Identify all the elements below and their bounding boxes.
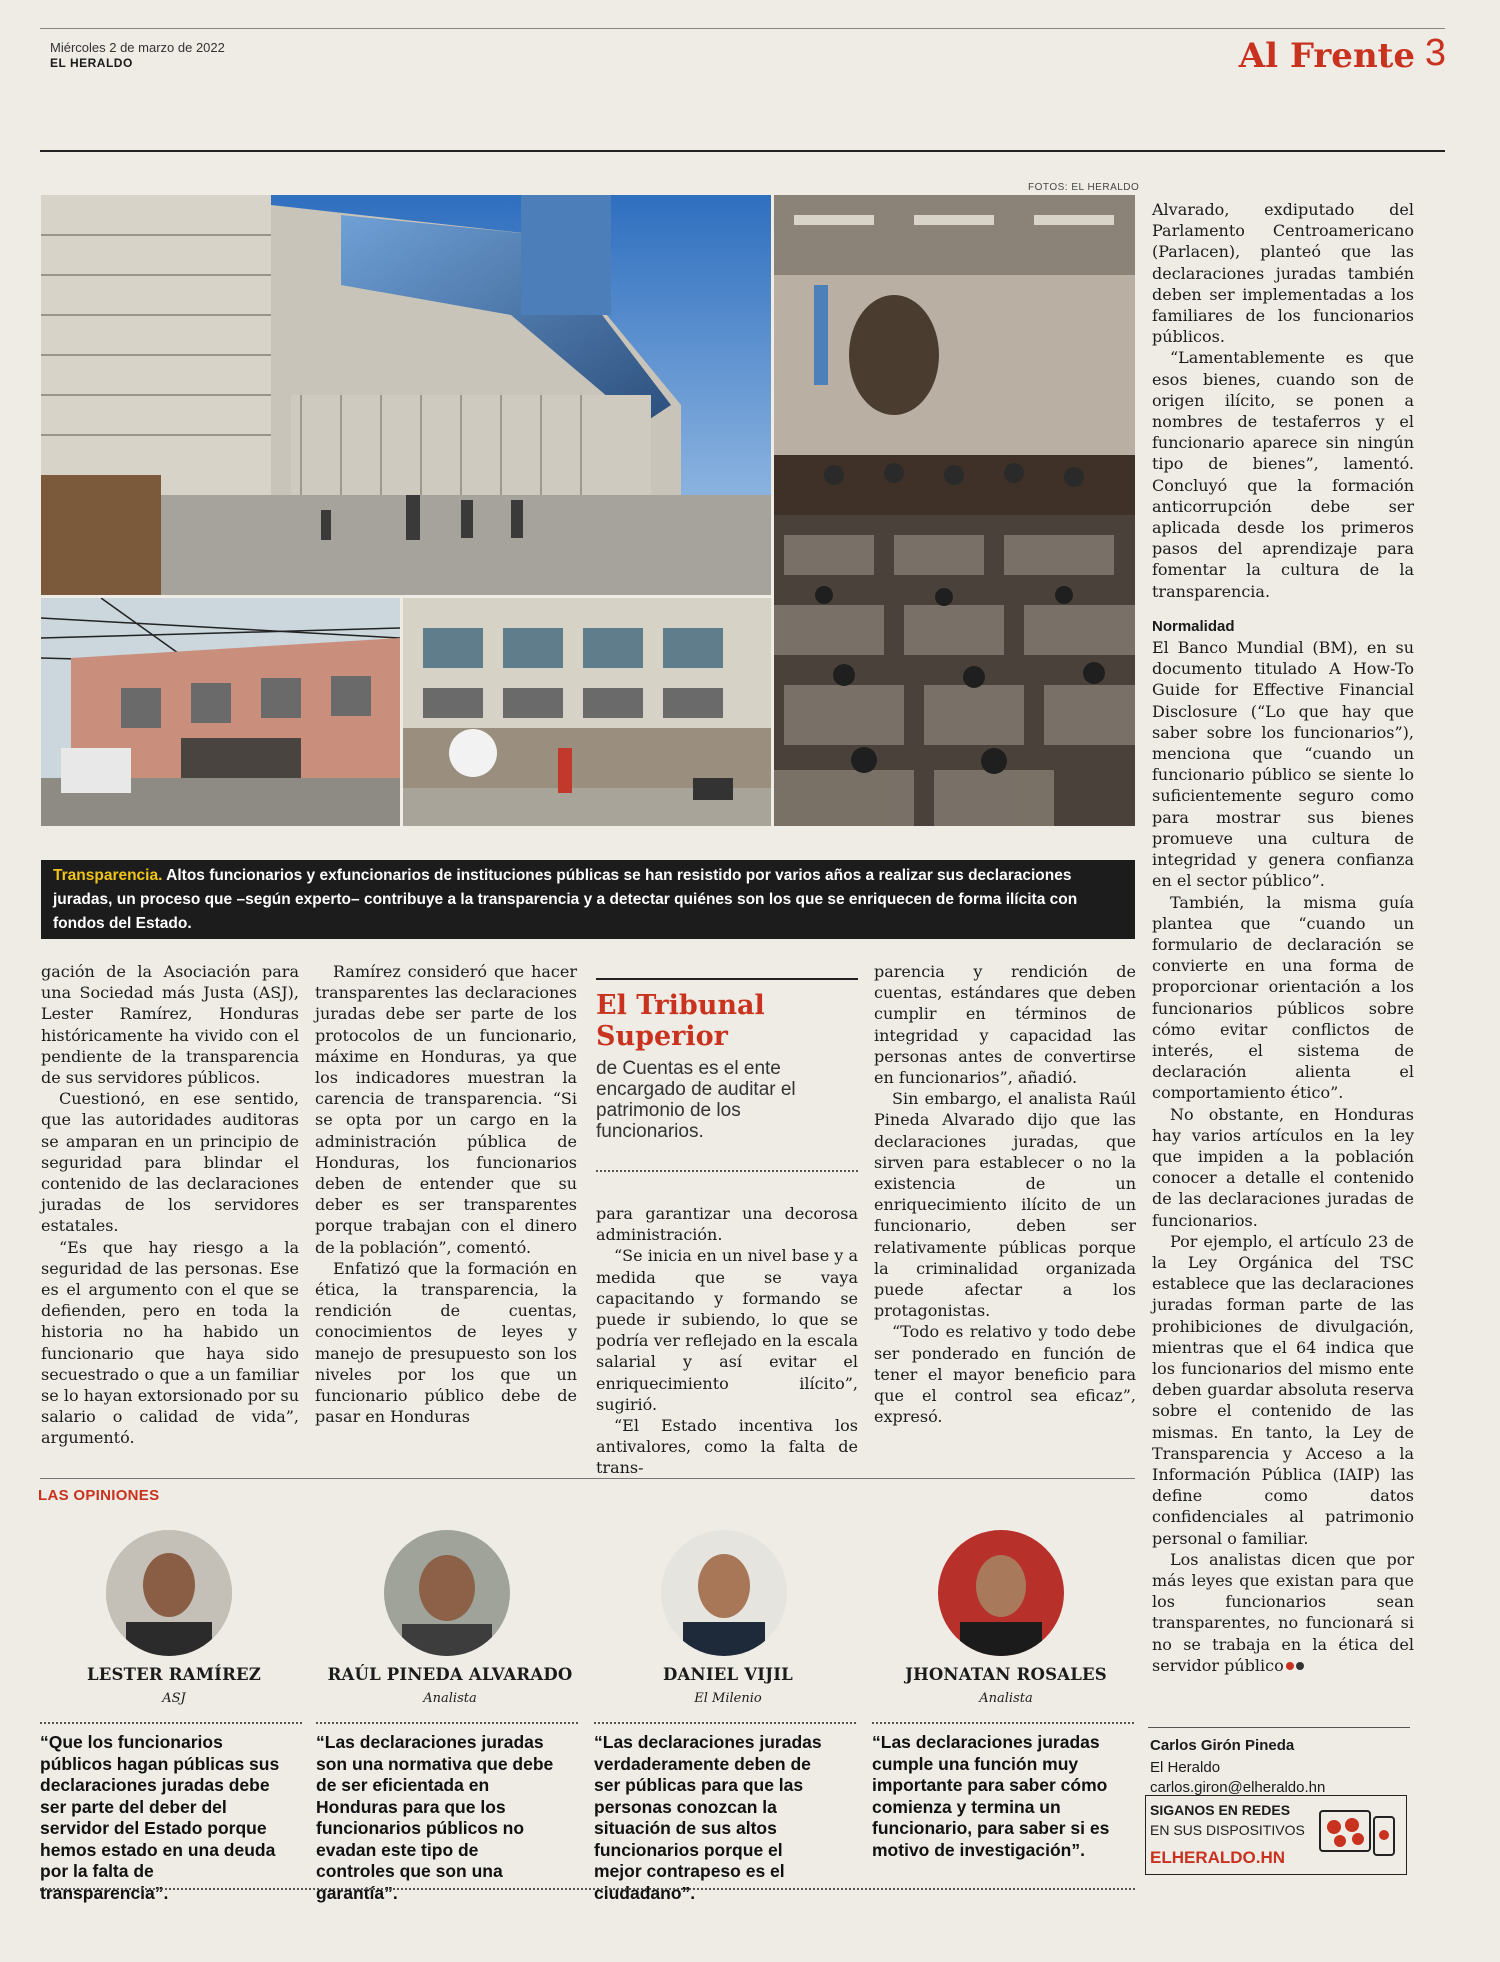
opinions-rule	[40, 1478, 1135, 1479]
caption-text: Altos funcionarios y exfuncionarios de instituciones públicas se han resistido por varios años a realizar sus declaraciones juradas, un proceso que –según experto– contribuye a la transparencia y a detectar quiénes son los que se enriquecen de forma ilícita con fondos del Estado.	[53, 867, 1078, 932]
paragraph: Alvarado, exdiputado del Parlamento Centroamericano (Parlacen), planteó que las declaraciones juradas también deben ser implementadas a los familiares de los funcionarios públicos.	[1152, 200, 1414, 347]
photo-caption	[41, 860, 1135, 939]
paragraph	[1152, 1549, 1414, 1676]
opinion-role: ASJ	[162, 1691, 186, 1706]
opinion-divider	[594, 1722, 856, 1724]
avatar	[106, 1530, 232, 1656]
opinion-name: LESTER RAMÍREZ	[86, 1665, 262, 1684]
subheading: Normalidad	[1152, 617, 1235, 635]
opinions-label: LAS OPINIONES	[38, 1487, 160, 1504]
opinion-quote: “Las declaraciones juradas cumple una función muy importante para saber cómo comienza y termina un funcionario, para saber si es motivo de investigación”.	[872, 1732, 1110, 1860]
paragraph: “Lamentablemente es que esos bienes, cuando son de origen ilícito, se ponen a nombres de testaferros y el funcionario aparece sin ningún tipo de bienes”, lamentó. Concluyó que la formación anticorrupción debe ser aplicada desde los primeros pasos del aprendizaje para fomentar la cultura de la transparencia.	[1152, 348, 1414, 601]
opinion-divider	[872, 1722, 1134, 1724]
paragraph: gación de la Asociación para una Sociedad más Justa (ASJ), Lester Ramírez, Honduras históricamente ha vivido con el pendiente de la transparencia de sus servidores públicos.	[41, 962, 299, 1088]
bottom-rule	[40, 1888, 1135, 1890]
paragraph: El Banco Mundial (BM), en su documento titulado A How-To Guide for Effective Financial Disclosure (“Lo que hay que saber sobre los funcionarios”), menciona que “cuando un funcionario público se siente lo suficientemente seguro como para mostrar sus bienes promueve una cultura de integridad y genera confianza en el sector público”.	[1152, 638, 1414, 891]
pullquote-rule-top	[596, 978, 858, 980]
pullquote-rule-bottom	[596, 1170, 858, 1172]
article-column-2	[315, 961, 577, 1427]
website-link[interactable]: ELHERALDO.HN	[1150, 1848, 1286, 1867]
pullquote-title-line: Superior	[596, 1021, 728, 1052]
top-rule	[40, 28, 1445, 29]
social-devices-icon	[1318, 1803, 1398, 1867]
paragraph: También, la misma guía plantea que “cuando un formulario de declaración se convierte en una forma de proporcionar orientación a los funcionarios públicos sobre cómo evitar conflictos de interés, el sistema de declaración alienta el comportamiento ético”.	[1152, 892, 1414, 1103]
social-promo-line: SIGANOS EN REDES	[1150, 1802, 1291, 1818]
paragraph: Por ejemplo, el artículo 23 de la Ley Orgánica del TSC establece que las declaraciones juradas forman parte de las prohibiciones de divulgación, mientras que el 64 indica que los funcionarios del mismo ente deben guardar absoluta reserva sobre el contenido de las mismas. En tanto, la Ley de Transparencia y Acceso a la Información Pública (IAIP) las define como datos confidenciales al patrimonio personal o familiar.	[1152, 1231, 1414, 1548]
section-title: Al Frente	[1238, 36, 1415, 76]
article-column-3	[596, 1203, 858, 1479]
photo-government-building	[41, 195, 771, 595]
closing-paragraph-text: Los analistas dicen que por más leyes que existan para que los funcionarios sean transparentes, no funcionará si no se trabaja en la ética del servidor público	[1152, 1549, 1414, 1675]
end-mark-icon	[1286, 1662, 1294, 1670]
avatar	[384, 1530, 510, 1656]
byline-email[interactable]: carlos.giron@elheraldo.hn	[1150, 1779, 1326, 1796]
photo-congress-session	[774, 195, 1135, 826]
opinion-role: El Milenio	[694, 1691, 762, 1706]
pullquote-title	[596, 990, 836, 1052]
article-column-4	[874, 961, 1136, 1427]
pullquote-title-line: El Tribunal	[596, 990, 765, 1021]
paragraph: Sin embargo, el analista Raúl Pineda Alvarado dijo que las declaraciones juradas, que sirven para establecer o no la existencia de un enriquecimiento ilícito de un funcionario, deben ser relativamente públicas porque la criminalidad organizada puede afectar a los protagonistas.	[874, 1089, 1136, 1321]
end-mark-icon	[1296, 1662, 1304, 1670]
photo-tsc-building	[41, 598, 400, 826]
opinion-quote: “Que los funcionarios públicos hagan públicas sus declaraciones juradas debe ser parte del deber del servidor del Estado porque hemos estado en una deuda por la falta de transparencia”.	[40, 1732, 280, 1903]
byline-outlet: El Heraldo	[1150, 1759, 1221, 1776]
opinion-name: RAÚL PINEDA ALVARADO	[327, 1665, 573, 1684]
opinion-quote: “Las declaraciones juradas verdaderamente deben de ser públicas para que las personas conozcan la situación de sus altos funcionarios porque el mejor contrapeso es el ciudadano”.	[594, 1732, 822, 1903]
paragraph: “Es que hay riesgo a la seguridad de las personas. Ese es el argumento con el que se defienden, pero en toda la historia no ha habido un funcionario que haya sido secuestrado o que a un familiar se lo hayan extorsionado por su salario o calidad de vida”, argumentó.	[41, 1237, 299, 1448]
paragraph: Ramírez consideró que hacer transparentes las declaraciones juradas debe ser parte de los protocolos de un funcionario, máxime en Honduras, ya que los indicadores muestran la carencia de transparencia. “Si se opta por un cargo en la administración pública de Honduras, los funcionarios deben de entender que su deber es ser transparentes porque trabajan con el dinero de la población”, comentó.	[315, 962, 577, 1257]
article-column-1	[41, 961, 299, 1449]
newspaper-name: EL HERALDO	[50, 56, 133, 70]
avatar	[661, 1530, 787, 1656]
opinion-name: DANIEL VIJIL	[663, 1665, 793, 1684]
avatar	[938, 1530, 1064, 1656]
paragraph: “El Estado incentiva los antivalores, como la falta de trans-	[596, 1416, 858, 1478]
opinion-role: Analista	[423, 1691, 477, 1706]
photo-street-building	[403, 598, 771, 826]
caption-lead: Transparencia.	[53, 867, 163, 884]
opinion-quote: “Las declaraciones juradas son una normativa que debe de ser eficientada en Honduras para que los funcionarios públicos no evadan este tipo de controles que son una garantía”.	[316, 1732, 554, 1903]
opinion-divider	[40, 1722, 302, 1724]
header-rule	[40, 150, 1445, 152]
page-number: 3	[1424, 32, 1446, 74]
article-column-5	[1152, 199, 1414, 1676]
paragraph: Cuestionó, en ese sentido, que las autoridades auditoras se amparan en un principio de seguridad para blindar el contenido de las declaraciones juradas de los servidores estatales.	[41, 1089, 299, 1236]
paragraph: “Todo es relativo y todo debe ser ponderado en función de tener el mayor beneficio para que el control sea eficaz”, expresó.	[874, 1322, 1136, 1427]
opinion-divider	[316, 1722, 578, 1724]
byline-name: Carlos Girón Pineda	[1150, 1737, 1295, 1754]
photo-credit: FOTOS: EL HERALDO	[1028, 182, 1140, 193]
opinion-role: Analista	[979, 1691, 1033, 1706]
pullquote-text: de Cuentas es el ente encargado de auditar el patrimonio de los funcionarios.	[596, 1058, 796, 1142]
opinion-name: JHONATAN ROSALES	[905, 1665, 1107, 1684]
paragraph: “Se inicia en un nivel base y a medida que se vaya capacitando y formando se puede ir subiendo, lo que se podría ver reflejado en la escala salarial y así evitar el enriquecimiento ilícito”, sugirió.	[596, 1246, 858, 1414]
byline-rule	[1148, 1727, 1410, 1728]
social-promo-line: EN SUS DISPOSITIVOS	[1150, 1822, 1305, 1838]
issue-date: Miércoles 2 de marzo de 2022	[50, 40, 225, 55]
paragraph: para garantizar una decorosa administración.	[596, 1204, 858, 1245]
paragraph: No obstante, en Honduras hay varios artículos en la ley que impiden a la población conocer a detalle el contenido de las declaraciones juradas de funcionarios.	[1152, 1104, 1414, 1230]
paragraph: Enfatizó que la formación en ética, la transparencia, la rendición de cuentas, conocimientos de leyes y manejo de presupuesto son los niveles por los que un funcionario público debe de pasar en Honduras	[315, 1258, 577, 1427]
paragraph: parencia y rendición de cuentas, estándares que deben cumplir en términos de integridad y capacidad las personas antes de convertirse en funcionarios”, añadió.	[874, 962, 1136, 1088]
